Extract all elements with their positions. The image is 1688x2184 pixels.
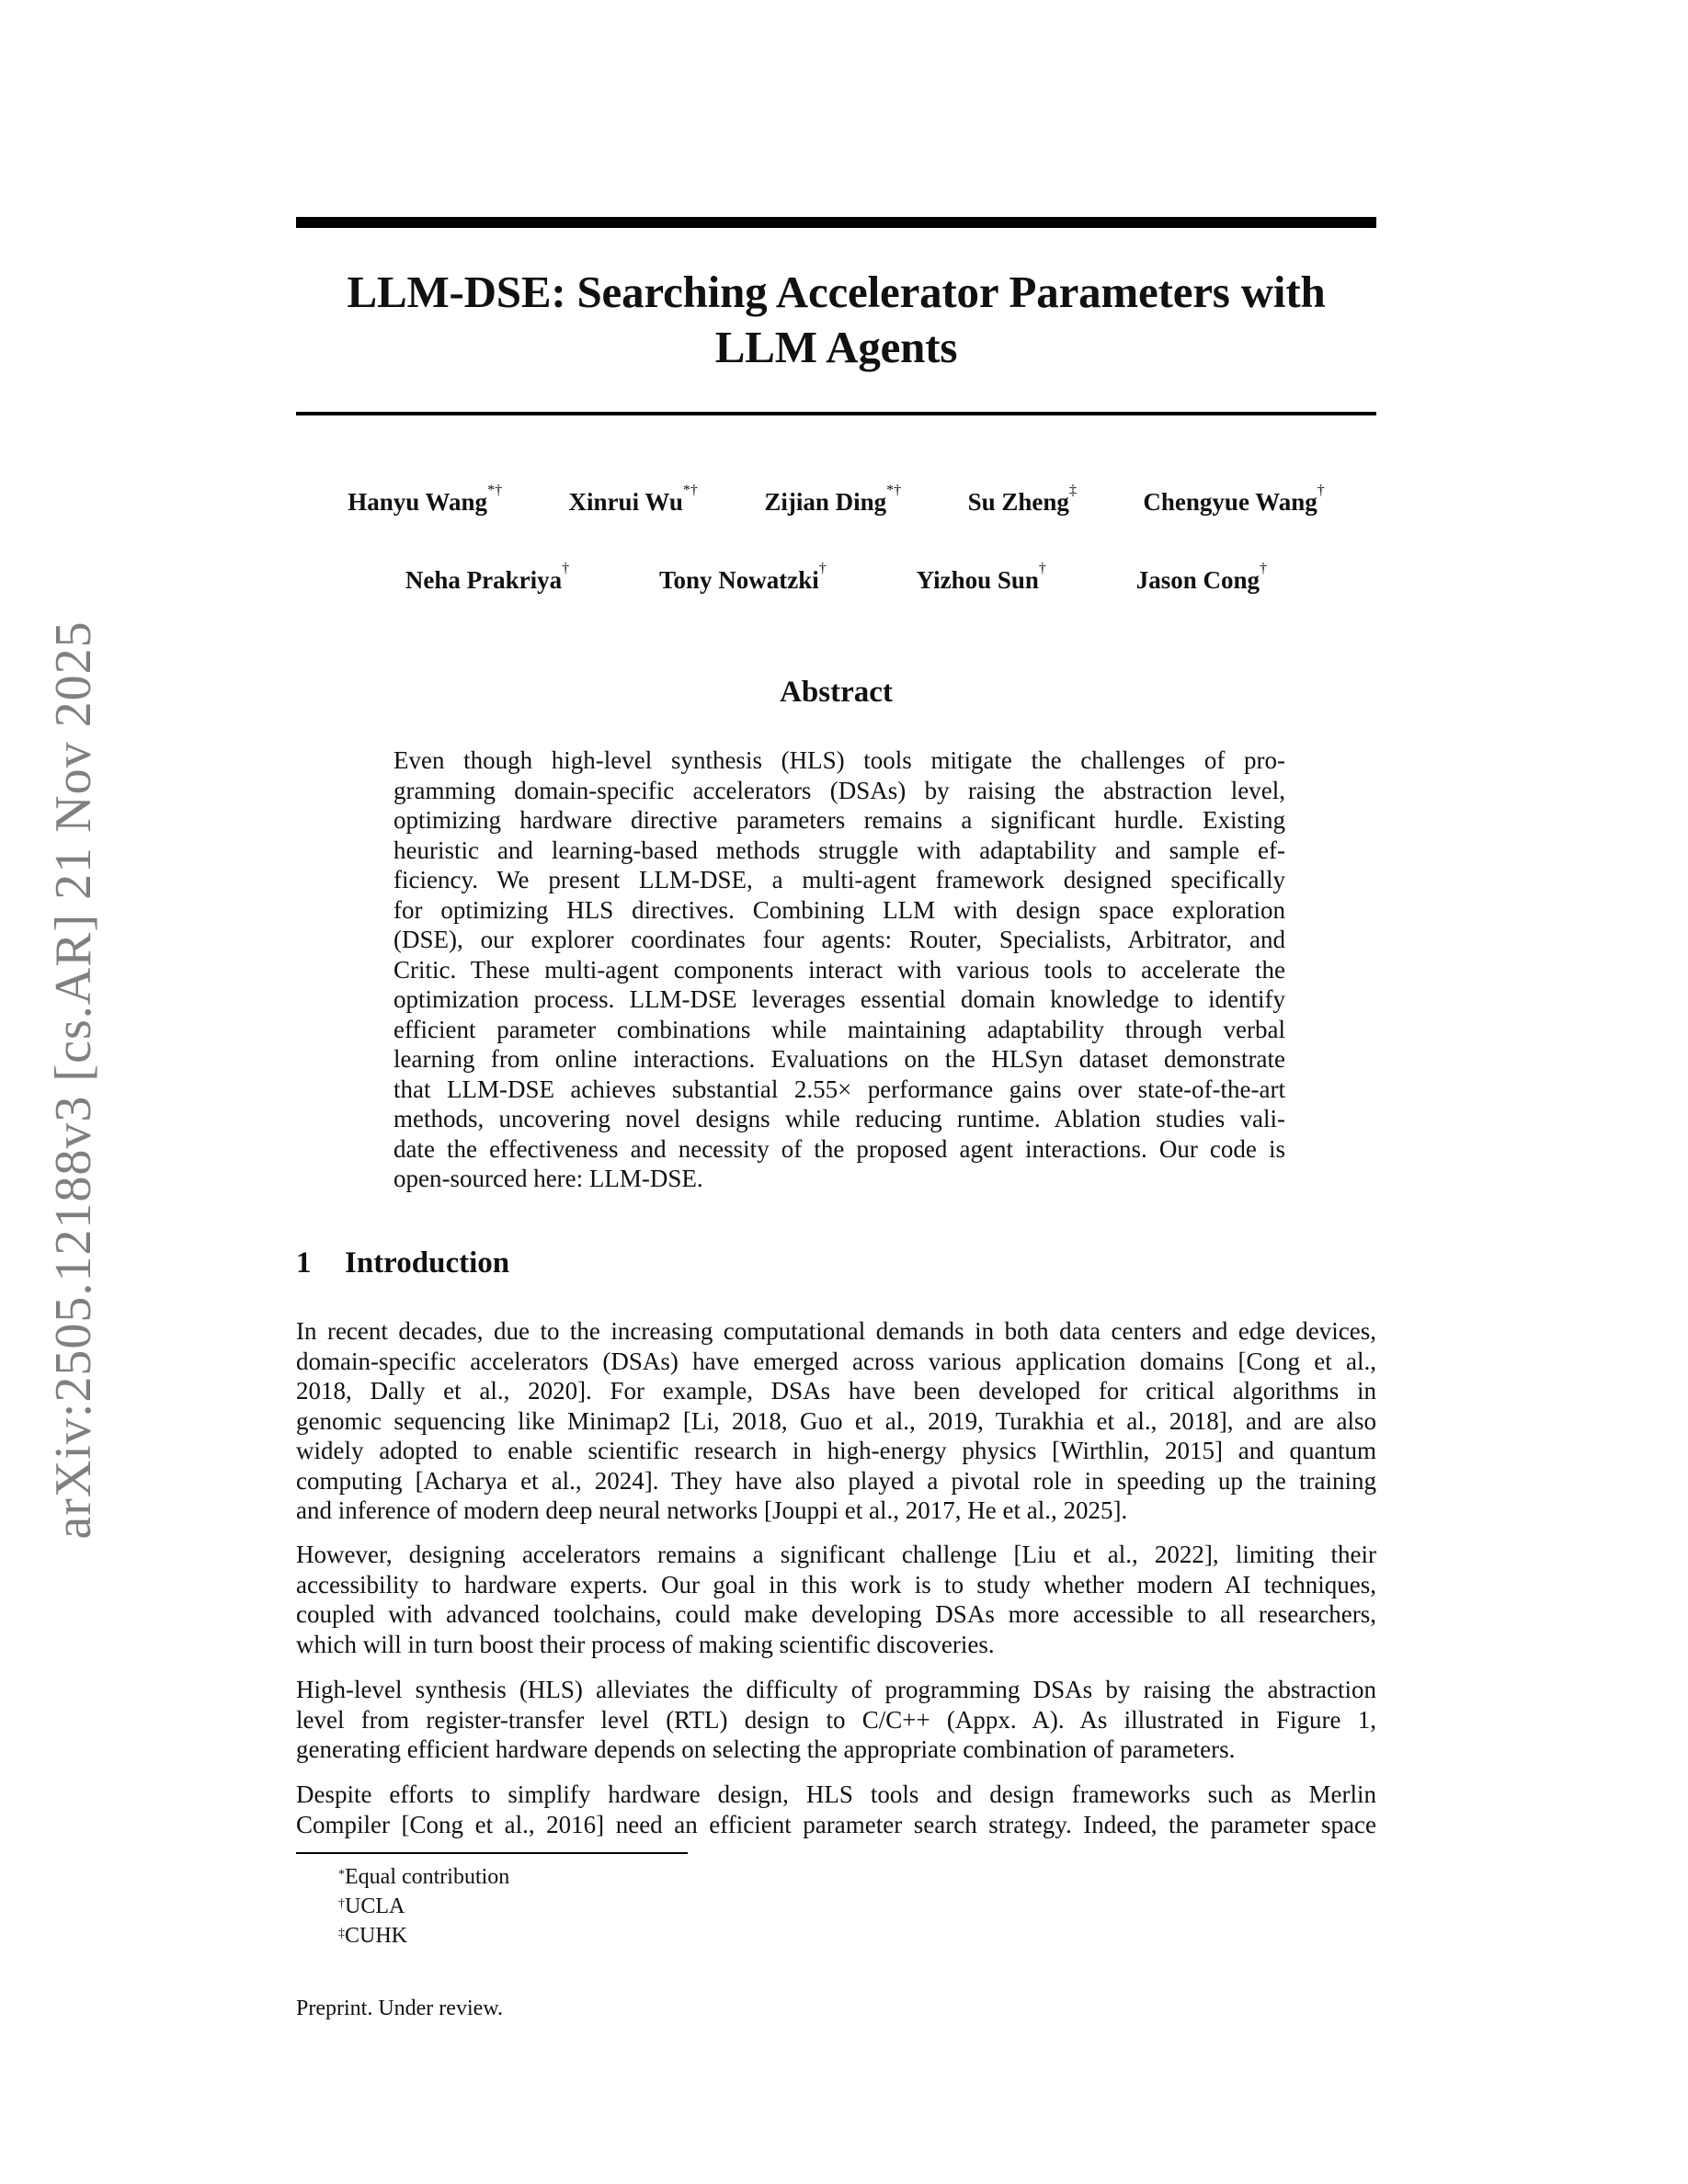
author xyxy=(405,561,570,595)
affiliation-marks: † xyxy=(1317,483,1325,498)
author xyxy=(916,561,1046,595)
intro-paragraph-1 xyxy=(296,1316,1376,1526)
abstract-heading: Abstract xyxy=(780,676,893,709)
affiliation-marks: *† xyxy=(487,483,503,498)
abstract-line: gramming domain-specific accelerators (DSAs) by raising the abstraction level, xyxy=(393,776,1285,804)
author xyxy=(568,483,698,517)
text-line: Compiler [Cong et al., 2016] need an efficient parameter search strategy. Indeed, the parameter space xyxy=(296,1810,1376,1838)
footnote-equal-contribution xyxy=(338,1862,509,1892)
text-line: domain-specific accelerators (DSAs) have emerged across various application domains [Cong et al., xyxy=(296,1347,1376,1375)
abstract-line: ficiency. We present LLM-DSE, a multi-agent framework designed specifically xyxy=(393,866,1285,893)
author-name: Tony Nowatzki xyxy=(658,566,819,594)
footnote-text: CUHK xyxy=(345,1924,408,1948)
author-name: Xinrui Wu xyxy=(568,488,683,516)
abstract-line: for optimizing HLS directives. Combining LLM with design space exploration xyxy=(393,895,1285,924)
author-name: Neha Prakriya xyxy=(405,566,563,594)
author-name: Jason Cong xyxy=(1135,566,1260,594)
title-top-rule xyxy=(296,217,1376,228)
authors-row-2 xyxy=(296,561,1376,595)
abstract-line: optimizing hardware directive parameters remains a significant hurdle. Existing xyxy=(393,806,1285,834)
footnote-cuhk xyxy=(338,1921,509,1951)
paper-title xyxy=(296,265,1376,375)
affiliation-marks: *† xyxy=(682,483,698,498)
affiliation-marks: † xyxy=(1260,561,1268,576)
text-line: In recent decades, due to the increasing computational demands in both data centers and edge devices, xyxy=(296,1317,1376,1345)
author-name: Chengyue Wang xyxy=(1143,488,1317,516)
text-line: However, designing accelerators remains a significant challenge [Liu et al., 2022], limiting their xyxy=(296,1541,1376,1568)
abstract-line: Even though high-level synthesis (HLS) tools mitigate the challenges of pro- xyxy=(393,746,1285,774)
author-name: Hanyu Wang xyxy=(348,488,488,516)
footnote-mark: * xyxy=(338,1868,345,1882)
affiliation-marks: ‡ xyxy=(1068,483,1077,498)
author-name: Zijian Ding xyxy=(764,488,887,516)
text-line: widely adopted to enable scientific research in high-energy physics [Wirthlin, 2015] and quantum xyxy=(296,1437,1376,1464)
intro-paragraph-4 xyxy=(296,1780,1376,1839)
abstract-line: date the effectiveness and necessity of the proposed agent interactions. Our code is xyxy=(393,1134,1285,1163)
text-line: which will in turn boost their process of making scientific discoveries. xyxy=(296,1630,995,1658)
author xyxy=(1143,483,1325,517)
intro-paragraph-3 xyxy=(296,1675,1376,1765)
affiliation-marks: † xyxy=(818,561,827,576)
affiliation-marks: † xyxy=(562,561,570,576)
abstract-line: that LLM-DSE achieves substantial 2.55× performance gains over state-of-the-art xyxy=(393,1075,1285,1103)
text-line: High-level synthesis (HLS) alleviates the difficulty of programming DSAs by raising the abstraction xyxy=(296,1676,1376,1703)
title-line-1: LLM-DSE: Searching Accelerator Parameters with xyxy=(347,267,1326,317)
authors-row-1 xyxy=(296,483,1376,517)
text-line: computing [Acharya et al., 2024]. They have also played a pivotal role in speeding up the training xyxy=(296,1466,1376,1495)
footnote-rule xyxy=(296,1852,688,1854)
abstract-line: learning from online interactions. Evaluations on the HLSyn dataset demonstrate xyxy=(393,1045,1285,1073)
footnote-mark: ‡ xyxy=(338,1927,345,1940)
section-heading-introduction xyxy=(296,1246,509,1280)
author xyxy=(1135,561,1268,595)
footnotes xyxy=(338,1862,509,1951)
abstract-line: Critic. These multi-agent components interact with various tools to accelerate the xyxy=(393,955,1285,984)
section-number: 1 xyxy=(296,1246,312,1280)
footnote-ucla xyxy=(338,1892,509,1921)
abstract-line: heuristic and learning-based methods struggle with adaptability and sample ef- xyxy=(393,836,1285,864)
author-name: Su Zheng xyxy=(967,488,1069,516)
footnote-mark: † xyxy=(338,1897,345,1911)
text-line: 2018, Dally et al., 2020]. For example, DSAs have been developed for critical algorithms in xyxy=(296,1377,1376,1405)
text-line: and inference of modern deep neural networks [Jouppi et al., 2017, He et al., 2025]. xyxy=(296,1496,1128,1524)
section-title: Introduction xyxy=(345,1246,510,1280)
text-line: generating efficient hardware depends on selecting the appropriate combination of parameters. xyxy=(296,1735,1236,1763)
author xyxy=(348,483,503,517)
text-line: Despite efforts to simplify hardware design, HLS tools and design frameworks such as Merlin xyxy=(296,1780,1376,1808)
arxiv-identifier-sidebar: arXiv:2505.12188v3 [cs.AR] 21 Nov 2025 xyxy=(45,620,102,1540)
affiliation-marks: *† xyxy=(886,483,902,498)
author xyxy=(658,561,827,595)
intro-paragraph-2 xyxy=(296,1540,1376,1659)
abstract-line: efficient parameter combinations while maintaining adaptability through verbal xyxy=(393,1015,1285,1043)
footnote-text: UCLA xyxy=(345,1894,405,1918)
abstract-body xyxy=(393,745,1285,1194)
abstract-line: optimization process. LLM-DSE leverages essential domain knowledge to identify xyxy=(393,985,1285,1013)
footnote-text: Equal contribution xyxy=(345,1865,510,1889)
title-bottom-rule xyxy=(296,412,1376,415)
abstract-line: methods, uncovering novel designs while reducing runtime. Ablation studies vali- xyxy=(393,1105,1285,1132)
author xyxy=(764,483,902,517)
text-line: accessibility to hardware experts. Our goal in this work is to study whether modern AI techniques, xyxy=(296,1570,1376,1598)
abstract-line: (DSE), our explorer coordinates four agents: Router, Specialists, Arbitrator, and xyxy=(393,926,1285,953)
title-line-2: LLM Agents xyxy=(714,322,958,372)
abstract-line-code-link[interactable]: open-sourced here: LLM-DSE. xyxy=(393,1165,703,1192)
author xyxy=(967,483,1077,517)
preprint-notice: Preprint. Under review. xyxy=(296,1996,504,2020)
text-line: coupled with advanced toolchains, could make developing DSAs more accessible to all researchers, xyxy=(296,1600,1376,1628)
affiliation-marks: † xyxy=(1038,561,1046,576)
text-line: genomic sequencing like Minimap2 [Li, 2018, Guo et al., 2019, Turakhia et al., 2018], and are also xyxy=(296,1406,1376,1435)
text-line: level from register-transfer level (RTL) design to C/C++ (Appx. A). As illustrated in Figure 1, xyxy=(296,1705,1376,1734)
author-name: Yizhou Sun xyxy=(916,566,1039,594)
